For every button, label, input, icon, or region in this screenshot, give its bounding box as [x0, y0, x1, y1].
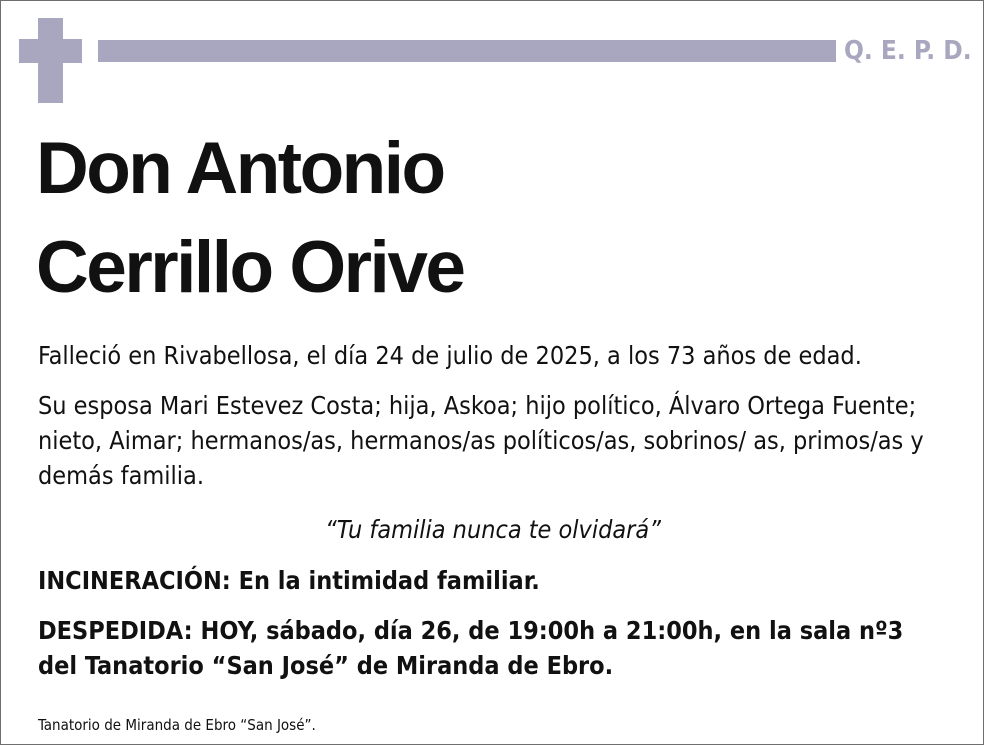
deceased-name-line2: Cerrillo Orive	[36, 227, 464, 308]
cross-icon-crossbar	[19, 39, 82, 63]
farewell-line1: DESPEDIDA: HOY, sábado, día 26, de 19:00h a 21:00h, en la sala nº3	[38, 616, 904, 645]
family-list: Su esposa Mari Estevez Costa; hija, Askoa; hijo político, Álvaro Ortega Fuente; nieto, Aimar; hermanos/as, hermanos/as políticos/as, sobrinos/ as, primos/as y demás familia.	[38, 391, 924, 490]
farewell-info	[38, 613, 958, 683]
cremation-info: INCINERACIÓN: En la intimidad familiar.	[38, 566, 540, 595]
memorial-quote: “Tu familia nunca te olvidará”	[325, 515, 661, 544]
qepd-label: Q. E. P. D.	[844, 36, 972, 66]
header-rule	[98, 40, 836, 62]
deceased-name-line1: Don Antonio	[36, 128, 444, 209]
deceased-name	[36, 119, 464, 317]
death-info: Falleció en Rivabellosa, el día 24 de julio de 2025, a los 73 años de edad.	[38, 341, 862, 370]
farewell-line2: del Tanatorio “San José” de Miranda de Ebro.	[38, 651, 614, 680]
funeral-home-credit: Tanatorio de Miranda de Ebro “San José”.	[38, 716, 316, 734]
